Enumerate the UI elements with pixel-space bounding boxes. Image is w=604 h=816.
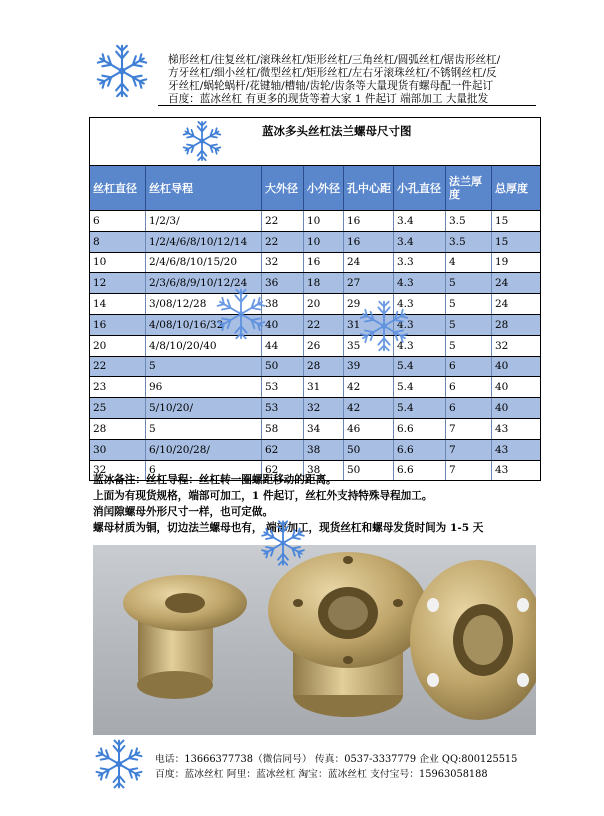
table-cell: 16: [304, 253, 344, 273]
table-cell: 32: [262, 253, 304, 273]
snowflake-icon: [356, 298, 412, 354]
table-cell: 7: [446, 419, 492, 439]
table-cell: 46: [344, 419, 394, 439]
header-line-3: 牙丝杠/蜗轮蜗杆/花键轴/槽轴/齿轮/齿条等大量现货有螺母配一件起订: [168, 80, 494, 92]
table-title-bar: [90, 118, 540, 166]
table-cell: 2/4/6/8/10/15/20: [146, 253, 262, 273]
table-cell: 5: [446, 315, 492, 335]
table-cell: 38: [304, 461, 344, 481]
table-cell: 29: [344, 294, 394, 314]
table-cell: 39: [344, 357, 394, 377]
snowflake-icon: [93, 42, 151, 100]
table-cell: 6: [446, 398, 492, 418]
table-cell: 28: [304, 357, 344, 377]
column-header: 法兰厚度: [446, 166, 492, 210]
table-cell: 38: [304, 440, 344, 460]
table-cell: 5: [446, 294, 492, 314]
column-header: 小外径: [304, 166, 344, 210]
table-cell: 36: [262, 273, 304, 293]
table-cell: 3.5: [446, 232, 492, 252]
table-cell: 20: [90, 336, 146, 356]
table-row: [90, 253, 540, 274]
table-cell: 40: [495, 360, 509, 373]
table-row: [90, 232, 540, 253]
header-divider: [158, 105, 536, 106]
table-cell: 30: [90, 440, 146, 460]
table-cell: 31: [344, 315, 394, 335]
table-cell: 1/2/4/6/8/10/12/14: [146, 232, 262, 252]
header-line-1: 梯形丝杠/往复丝杠/滚珠丝杠/矩形丝杠/三角丝杠/圆弧丝杠/锯齿形丝杠/: [168, 54, 501, 66]
table-cell: 40: [262, 315, 304, 335]
table-cell: 4.3: [394, 273, 446, 293]
table-cell: 42: [344, 377, 394, 397]
table-cell: 2/3/6/8/9/10/12/24: [146, 273, 262, 293]
table-cell: 62: [262, 461, 304, 481]
table-cell: 19: [495, 256, 509, 269]
table-cell: 16: [90, 315, 146, 335]
table-cell: 6: [446, 357, 492, 377]
note-line-2: 上面为有现货规格，端部可加工，1 件起订，丝杠外支持特殊导程加工。: [93, 490, 433, 502]
table-cell: 3/08/12/28: [146, 294, 262, 314]
table-cell: 44: [262, 336, 304, 356]
table-cell: 53: [262, 377, 304, 397]
column-header: 总厚度: [495, 181, 528, 195]
table-cell: 7: [446, 440, 492, 460]
table-cell: 22: [262, 232, 304, 252]
table-cell: 40: [495, 381, 509, 394]
note-line-4: 螺母材质为铜，切边法兰螺母也有， 端部加工，现货丝杠和螺母发货时间为 1-5 天: [93, 522, 484, 534]
table-cell: 43: [495, 464, 509, 477]
footer-contact: 电话：13666377738（微信同号） 传真：0537-3337779 企业 QQ:800125515: [155, 754, 518, 765]
table-cell: 42: [344, 398, 394, 418]
table-cell: 6.6: [394, 440, 446, 460]
table-cell: 38: [262, 294, 304, 314]
table-row: [90, 294, 540, 315]
table-cell: 15: [495, 235, 509, 248]
table-cell: 4.3: [394, 315, 446, 335]
table-cell: 16: [344, 232, 394, 252]
column-header: 丝杠导程: [146, 166, 262, 210]
table-row: [90, 273, 540, 294]
table-cell: 50: [262, 357, 304, 377]
table-cell: 24: [495, 277, 509, 290]
table-cell: 50: [344, 461, 394, 481]
table-row: [90, 377, 540, 398]
table-cell: 31: [304, 377, 344, 397]
table-cell: 23: [90, 377, 146, 397]
table-row: [90, 336, 540, 357]
note-line-3: 消闰隙螺母外形尺寸一样，也可定做。: [93, 506, 274, 518]
table-row: [90, 357, 540, 378]
table-cell: 43: [495, 443, 509, 456]
column-header: 丝杠直径: [90, 166, 146, 210]
table-cell: 43: [495, 422, 509, 435]
table-cell: 4/08/10/16/32: [146, 315, 262, 335]
table-cell: 1/2/3/: [146, 211, 262, 231]
table-cell: 12: [90, 273, 146, 293]
table-cell: 3.3: [394, 253, 446, 273]
table-cell: 28: [90, 419, 146, 439]
table-cell: 4.3: [394, 294, 446, 314]
spec-table: [89, 117, 541, 481]
table-cell: 4: [446, 253, 492, 273]
table-cell: 96: [146, 377, 262, 397]
snowflake-icon: [258, 518, 308, 568]
table-cell: 10: [304, 232, 344, 252]
table-cell: 53: [262, 398, 304, 418]
snowflake-icon: [92, 737, 146, 791]
table-cell: 40: [495, 402, 509, 415]
column-header: 孔中心距: [344, 166, 394, 210]
table-cell: 20: [304, 294, 344, 314]
table-cell: 5.4: [394, 357, 446, 377]
table-cell: 32: [90, 461, 146, 481]
table-cell: 34: [304, 419, 344, 439]
table-cell: 3.4: [394, 232, 446, 252]
table-cell: 4.3: [394, 336, 446, 356]
table-body: [90, 211, 540, 480]
snowflake-icon: [180, 119, 224, 163]
table-cell: 5: [146, 357, 262, 377]
table-cell: 6.6: [394, 419, 446, 439]
table-cell: 22: [304, 315, 344, 335]
table-cell: 15: [495, 214, 509, 227]
snowflake-icon: [213, 286, 269, 342]
table-cell: 32: [495, 339, 509, 352]
table-cell: 5.4: [394, 398, 446, 418]
table-cell: 24: [344, 253, 394, 273]
table-cell: 5: [146, 419, 262, 439]
table-cell: 26: [304, 336, 344, 356]
table-cell: 58: [262, 419, 304, 439]
header-line-2: 方牙丝杠/细小丝杠/微型丝杠/矩形丝杠/左右牙滚珠丝杠/不锈钢丝杠/反: [168, 67, 497, 79]
table-title: 蓝冰多头丝杠法兰螺母尺寸图: [262, 124, 412, 138]
table-cell: 6: [146, 461, 262, 481]
table-cell: 8: [90, 232, 146, 252]
table-cell: 10: [304, 211, 344, 231]
table-cell: 27: [344, 273, 394, 293]
table-cell: 16: [344, 211, 394, 231]
table-cell: 18: [304, 273, 344, 293]
table-row: [90, 315, 540, 336]
table-cell: 50: [344, 440, 394, 460]
table-cell: 5: [446, 273, 492, 293]
table-cell: 25: [90, 398, 146, 418]
table-cell: 6: [446, 377, 492, 397]
table-cell: 62: [262, 440, 304, 460]
table-row: [90, 419, 540, 440]
table-cell: 22: [90, 357, 146, 377]
table-row: [90, 398, 540, 419]
column-header: 大外径: [262, 166, 304, 210]
table-cell: 3.5: [446, 211, 492, 231]
table-cell: 6.6: [394, 461, 446, 481]
table-cell: 5/10/20/: [146, 398, 262, 418]
table-cell: 28: [495, 318, 509, 331]
table-cell: 35: [344, 336, 394, 356]
table-cell: 3.4: [394, 211, 446, 231]
table-cell: 32: [304, 398, 344, 418]
table-cell: 5: [446, 336, 492, 356]
table-cell: 6: [90, 211, 146, 231]
table-cell: 7: [446, 461, 492, 481]
table-cell: 10: [90, 253, 146, 273]
header-line-4: 百度：蓝冰丝杠 有更多的现货等着大家 1 件起订 端部加工 大量批发: [168, 93, 489, 105]
table-cell: 14: [90, 294, 146, 314]
table-cell: 6/10/20/28/: [146, 440, 262, 460]
column-header: 小孔直径: [394, 166, 446, 210]
table-cell: 4/8/10/20/40: [146, 336, 262, 356]
table-cell: 24: [495, 298, 509, 311]
table-cell: 5.4: [394, 377, 446, 397]
note-line-1: 蓝冰备注：丝杠导程：丝杠转一圈螺距移动的距离。: [93, 474, 337, 486]
table-row: [90, 440, 540, 461]
footer-shops: 百度：蓝冰丝杠 阿里：蓝冰丝杠 淘宝：蓝冰丝杠 支付宝号：15963058188: [155, 769, 488, 780]
table-cell: 22: [262, 211, 304, 231]
table-header-row: [90, 166, 540, 211]
table-row: [90, 211, 540, 232]
product-photo: [93, 545, 536, 735]
